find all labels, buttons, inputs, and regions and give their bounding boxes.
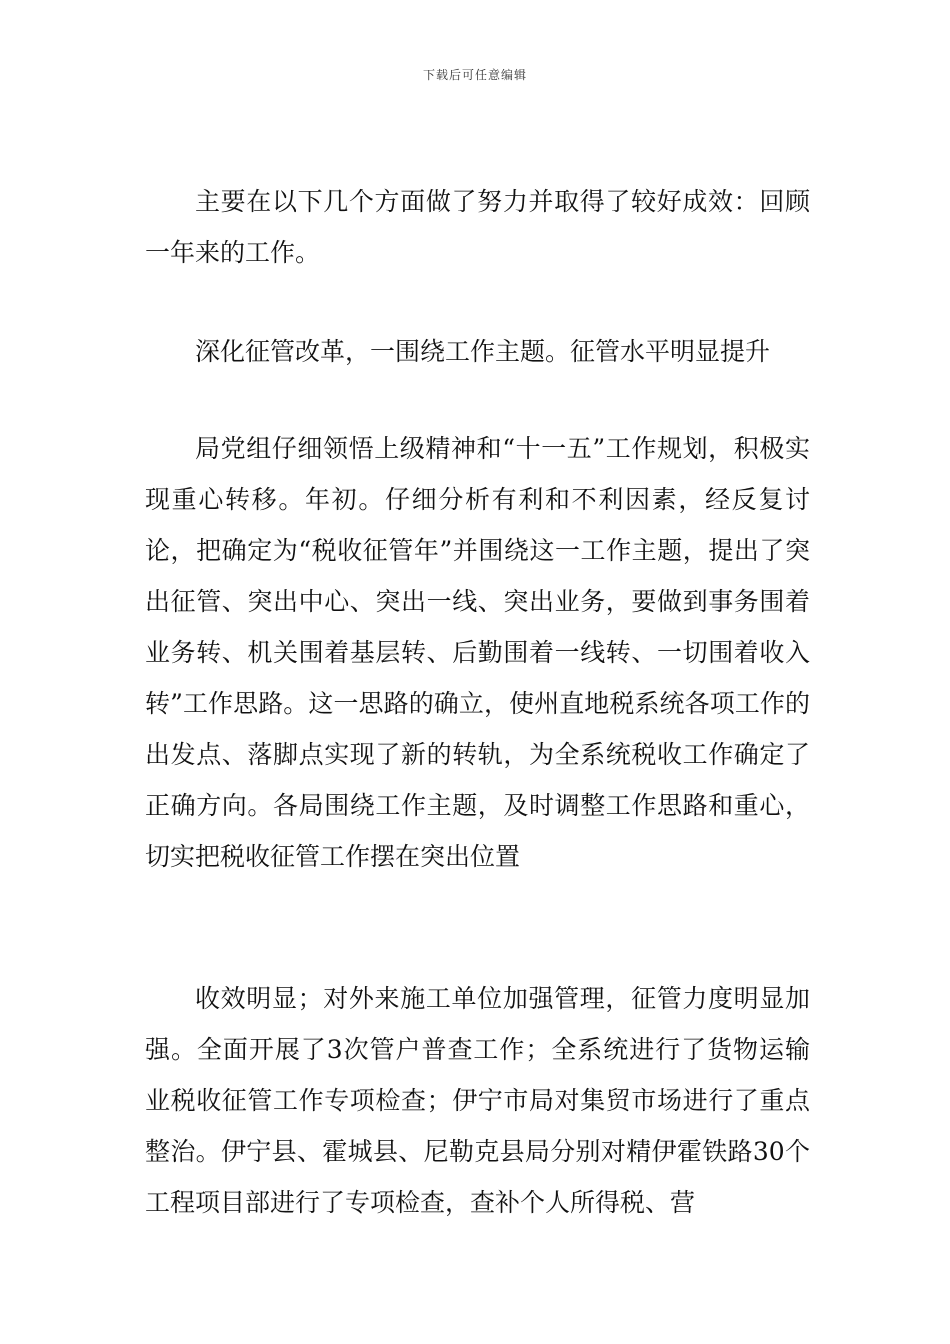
paragraph-intro: 主要在以下几个方面做了努力并取得了较好成效：回顾一年来的工作。 [145,187,810,267]
page-header: 下载后可任意编辑 [422,68,527,82]
paragraph-body: 局党组仔细领悟上级精神和“十一五”工作规划，积极实现重心转移。年初。仔细分析有利和不利因素，经反复讨论，把确定为“税收征管年”并围绕这一工作主题，提出了突出征管、突出中心、突出一线、突出业务，要做到事务围着业务转、机关围着基层转、后勤围着一线转、一切围着收入转”工作思路。这一思路的确立，使州直地税系统各项工作的出发点、落脚点实现了新的转轨，为全系统税收工作确定了正确方向。各局围绕工作主题，及时调整工作思路和重心，切实把税收征管工作摆在突出位置 [145,434,810,871]
paragraph-results: 收效明显；对外来施工单位加强管理，征管力度明显加强。全面开展了3次管户普查工作；全系统进行了货物运输业税收征管工作专项检查；伊宁市局对集贸市场进行了重点整治。伊宁县、霍城县、尼勒克县局分别对精伊霍铁路30个工程项目部进行了专项检查，查补个人所得税、营 [145,984,810,1217]
paragraph-heading: 深化征管改革，一围绕工作主题。征管水平明显提升 [195,337,771,366]
